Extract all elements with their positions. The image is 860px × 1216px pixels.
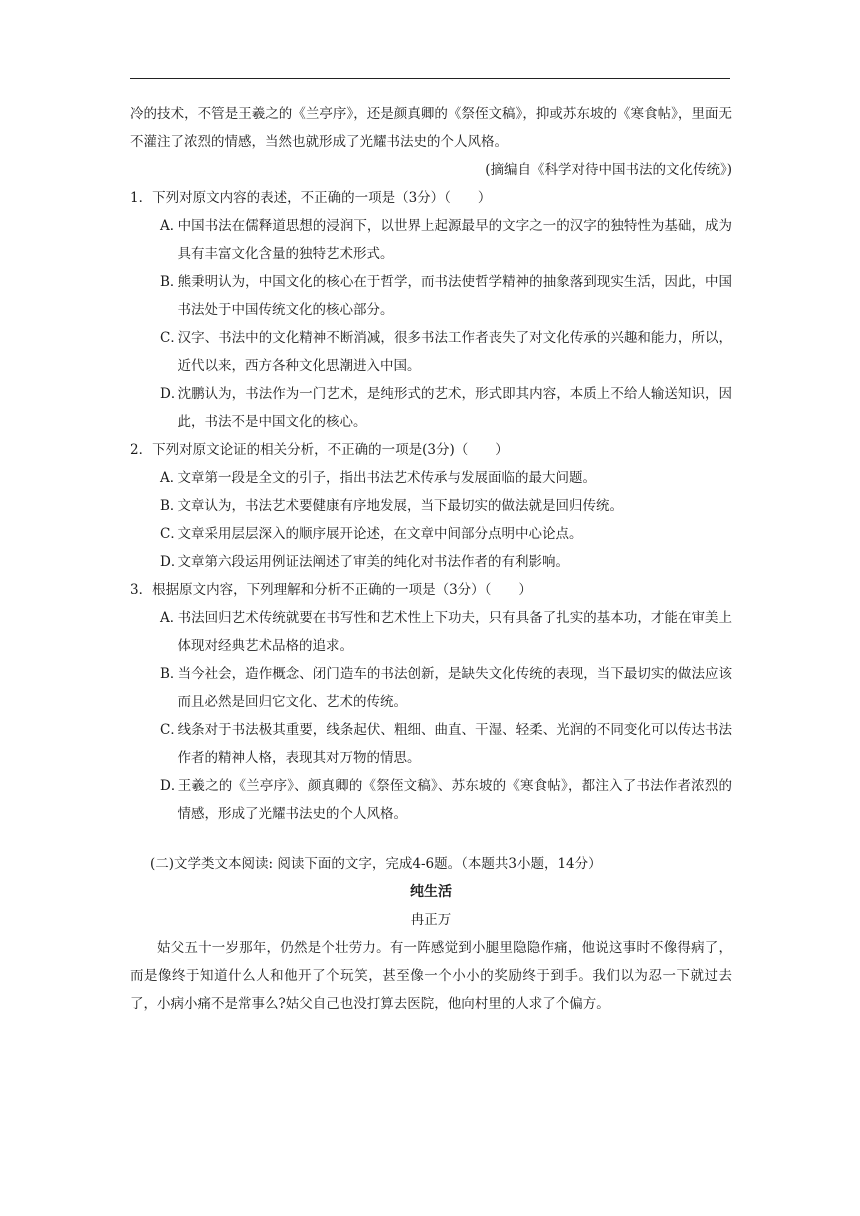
question-2: [130, 436, 732, 576]
story-paragraph: 姑父五十一岁那年，仍然是个壮劳力。有一阵感觉到小腿里隐隐作痛，他说这事时不像得病了，而是像终于知道什么人和他开了个玩笑，甚至像一个小小的奖励终于到手。我们以为忍一下就过去了，小病小痛不是常事么?姑父自己也没打算去医院，他向村里的人求了个偏方。: [130, 940, 732, 1012]
option-a: A．中国书法在儒释道思想的浸润下，以世界上起源最早的文字之一的汉字的独特性为基础，成为具有丰富文化含量的独特艺术形式。: [160, 218, 732, 262]
section-heading: (二)文学类文本阅读: 阅读下面的文字，完成4-6题。（本题共3小题，14分）: [150, 856, 602, 872]
option-d: D．文章第六段运用例证法阐述了审美的纯化对书法作者的有利影响。: [160, 554, 570, 570]
option-b: B．熊秉明认为，中国文化的核心在于哲学，而书法使哲学精神的抽象落到现实生活，因此，中国书法处于中国传统文化的核心部分。: [160, 274, 732, 318]
option-d: D．王羲之的《兰亭序》、颜真卿的《祭侄文稿》、苏东坡的《寒食帖》，都注入了书法作者浓烈的情感，形成了光耀书法史的个人风格。: [160, 778, 732, 822]
question-stem: 1．下列对原文内容的表述，不正确的一项是（3分）（ ）: [130, 190, 492, 206]
header-rule: [130, 78, 730, 79]
option-d: D．沈鹏认为，书法作为一门艺术，是纯形式的艺术，形式即其内容，本质上不给人输送知识，因此，书法不是中国文化的核心。: [160, 386, 732, 430]
option-c: C．汉字、书法中的文化精神不断消减，很多书法工作者丧失了对文化传承的兴趣和能力，所以，近代以来，西方各种文化思潮进入中国。: [160, 330, 732, 374]
option-a: A．书法回归艺术传统就要在书写性和艺术性上下功夫，只有具备了扎实的基本功，才能在审美上体现对经典艺术品格的追求。: [160, 610, 732, 654]
option-a: A．文章第一段是全文的引子，指出书法艺术传承与发展面临的最大问题。: [160, 470, 597, 486]
document-page: [130, 100, 732, 1018]
question-stem: 3．根据原文内容，下列理解和分析不正确的一项是（3分）（ ）: [130, 582, 532, 598]
passage-source: (摘编自《科学对待中国书法的文化传统》): [485, 162, 732, 178]
question-stem: 2．下列对原文论证的相关分析，不正确的一项是(3分)（ ）: [130, 442, 509, 458]
option-c: C．文章采用层层深入的顺序展开论述，在文章中间部分点明中心论点。: [160, 526, 583, 542]
option-b: B．当今社会，造作概念、闭门造车的书法创新，是缺失文化传统的表现，当下最切实的做法应该而且必然是回归它文化、艺术的传统。: [160, 666, 732, 710]
question-1: [130, 184, 732, 436]
option-c: C．线条对于书法极其重要，线条起伏、粗细、曲直、干湿、轻柔、光润的不同变化可以传达书法作者的精神人格，表现其对万物的情思。: [160, 722, 732, 766]
story-author: 冉正万: [410, 912, 452, 928]
story-title: 纯生活: [410, 884, 452, 900]
question-3: [130, 576, 732, 828]
passage-continuation: 冷的技术，不管是王羲之的《兰亭序》，还是颜真卿的《祭侄文稿》，抑或苏东坡的《寒食帖》，里面无不灌注了浓烈的情感，当然也就形成了光耀书法史的个人风格。: [130, 106, 732, 150]
option-b: B．文章认为，书法艺术要健康有序地发展，当下最切实的做法就是回归传统。: [160, 498, 624, 514]
